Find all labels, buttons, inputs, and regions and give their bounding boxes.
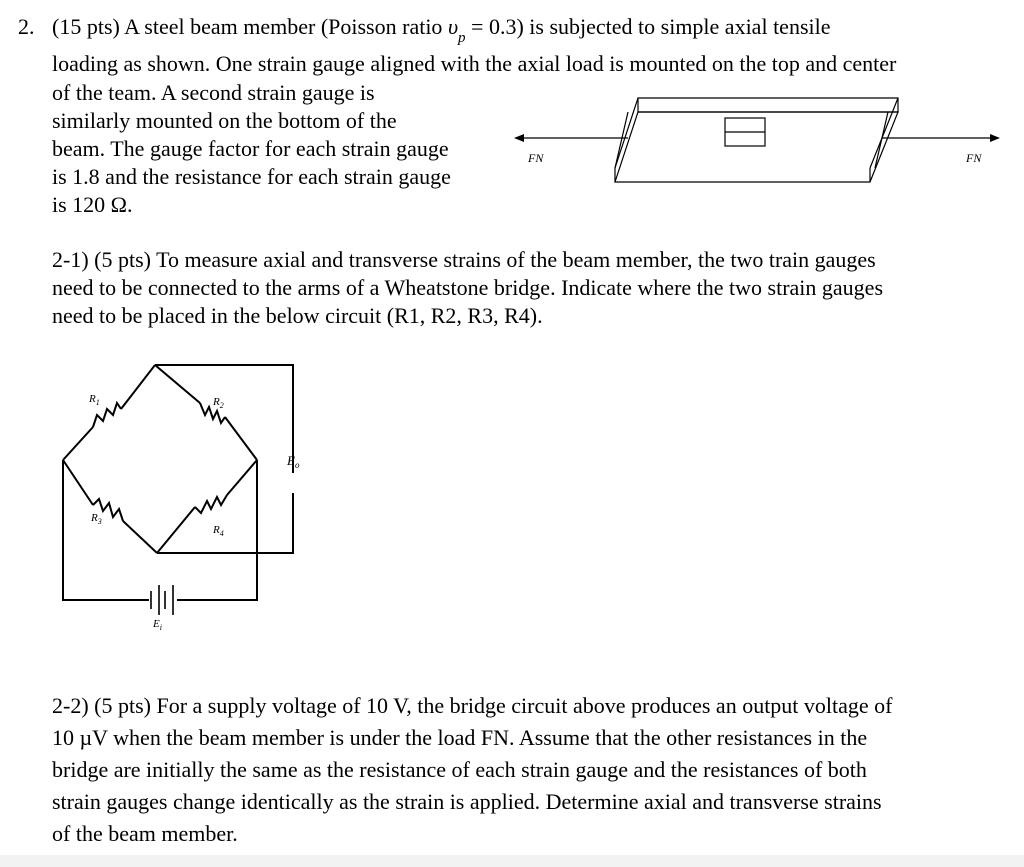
label-eo: $E_o$ <box>287 453 300 470</box>
poisson-subscript: p <box>458 30 466 46</box>
intro-wrap-line: similarly mounted on the bottom of the <box>52 108 397 133</box>
label-r4: $R_4$ <box>213 524 224 538</box>
label-r2: $R_2$ <box>213 396 224 410</box>
problem-number: 2. <box>18 14 35 39</box>
part-1-line: need to be placed in the below circuit (R1, R2, R3, R4). <box>52 303 543 328</box>
beam-top-face <box>638 98 898 112</box>
intro-wrap-line: is 1.8 and the resistance for each strain gauge <box>52 164 451 189</box>
part-2-text <box>52 690 1012 850</box>
intro-wrap-line: beam. The gauge factor for each strain gauge <box>52 136 449 161</box>
label-r1: $R_1$ <box>89 393 100 407</box>
wheatstone-bridge-circuit <box>55 355 315 645</box>
battery-symbol <box>151 585 173 615</box>
resistor-r4 <box>195 495 227 513</box>
intro-wrap-line: of the team. A second strain gauge is <box>52 80 375 105</box>
problem-intro-line-1 <box>52 14 831 46</box>
beam-figure <box>510 90 1010 190</box>
part-1-text <box>52 246 992 330</box>
beam-body <box>615 112 898 182</box>
intro-text-before: (15 pts) A steel beam member (Poisson ratio <box>52 14 448 39</box>
page-bottom-band <box>0 855 1024 867</box>
right-arrowhead <box>990 134 1000 142</box>
right-force-label: FN <box>966 151 982 165</box>
intro-text-after: = 0.3) is subjected to simple axial tensile <box>465 14 831 39</box>
output-lead-bottom <box>157 493 293 553</box>
intro-wrap-line: is 120 Ω. <box>52 192 133 217</box>
part-2-line: bridge are initially the same as the resistance of each strain gauge and the resistances of both <box>52 757 867 782</box>
part-2-line: 2-2) (5 pts) For a supply voltage of 10 V, the bridge circuit above produces an output voltage of <box>52 693 893 718</box>
part-1-line: 2-1) (5 pts) To measure axial and transverse strains of the beam member, the two train gauges <box>52 247 876 272</box>
poisson-symbol: υ <box>447 14 459 39</box>
part-2-line: 10 µV when the beam member is under the load FN. Assume that the other resistances in the <box>52 725 868 750</box>
left-arrowhead <box>514 134 524 142</box>
problem-intro-wrap <box>52 79 512 219</box>
left-force-label: FN <box>528 151 544 165</box>
part-2-line: of the beam member. <box>52 821 238 846</box>
label-ei: $E_i$ <box>153 618 162 632</box>
label-r3: $R_3$ <box>91 512 102 526</box>
problem-intro-line-2: loading as shown. One strain gauge aligned with the axial load is mounted on the top and center <box>52 51 897 76</box>
part-1-line: need to be connected to the arms of a Wheatstone bridge. Indicate where the two strain gauges <box>52 275 884 300</box>
part-2-line: strain gauges change identically as the strain is applied. Determine axial and transverse strains <box>52 789 882 814</box>
